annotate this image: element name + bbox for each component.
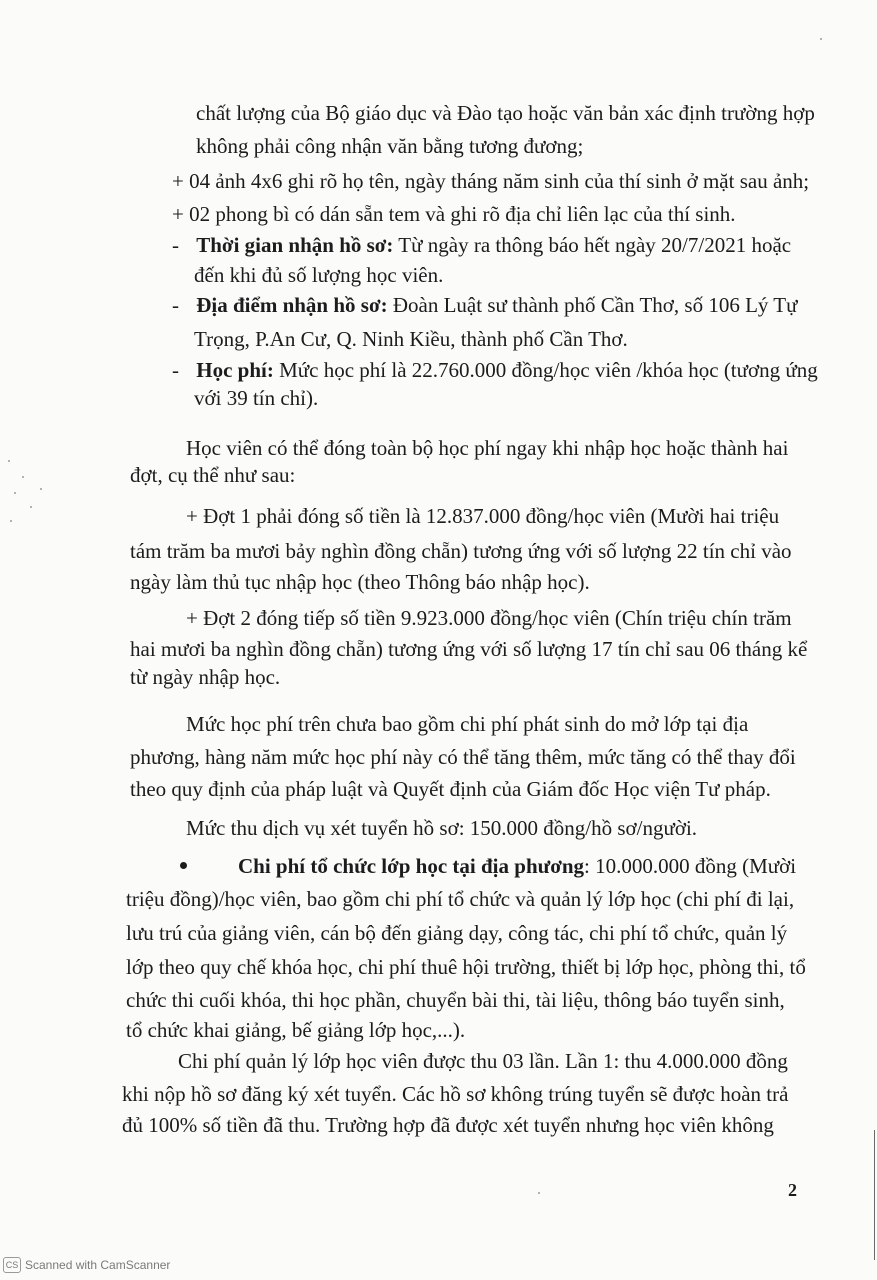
text-line: lưu trú của giảng viên, cán bộ đến giảng dạy, công tác, chi phí tổ chức, quản lý <box>126 921 788 945</box>
text-line: tám trăm ba mươi bảy nghìn đồng chẵn) tương ứng với số lượng 22 tín chỉ vào <box>130 539 792 563</box>
item-text: : 10.000.000 đồng (Mười <box>584 854 797 878</box>
text-line: đến khi đủ số lượng học viên. <box>194 263 444 287</box>
text-line: ngày làm thủ tục nhập học (theo Thông báo nhập học). <box>130 570 590 594</box>
page-number: 2 <box>788 1180 797 1200</box>
item-label: Học phí: <box>196 358 274 382</box>
item-text: Đoàn Luật sư thành phố Cần Thơ, số 106 Lý Tự <box>387 293 798 317</box>
scan-speck <box>30 506 32 508</box>
text-line: đủ 100% số tiền đã thu. Trường hợp đã được xét tuyển nhưng học viên không <box>122 1113 774 1137</box>
text-line: không phải công nhận văn bằng tương đương; <box>196 134 584 158</box>
list-item-receive-location <box>172 292 797 318</box>
text-line: phương, hàng năm mức học phí này có thể tăng thêm, mức tăng có thể thay đổi <box>130 745 796 769</box>
item-label: Thời gian nhận hồ sơ: <box>196 233 394 257</box>
list-item-local-class-cost <box>238 853 796 879</box>
text-line: + 02 phong bì có dán sẵn tem và ghi rõ địa chỉ liên lạc của thí sinh. <box>172 202 736 226</box>
text-line: khi nộp hồ sơ đăng ký xét tuyển. Các hồ sơ không trúng tuyển sẽ được hoàn trả <box>122 1082 789 1106</box>
text-line: Học viên có thể đóng toàn bộ học phí ngay khi nhập học hoặc thành hai <box>186 436 789 460</box>
scan-speck <box>538 1192 540 1194</box>
scan-speck <box>14 492 16 494</box>
scan-edge <box>874 1130 875 1260</box>
text-line: theo quy định của pháp luật và Quyết định của Giám đốc Học viện Tư pháp. <box>130 777 771 801</box>
scan-speck <box>8 460 10 462</box>
camscanner-logo: CS <box>3 1257 21 1273</box>
text-line: với 39 tín chỉ). <box>194 386 319 410</box>
text-line: Chi phí quản lý lớp học viên được thu 03 lần. Lần 1: thu 4.000.000 đồng <box>178 1049 788 1073</box>
text-line: Trọng, P.An Cư, Q. Ninh Kiều, thành phố Cần Thơ. <box>194 327 628 351</box>
list-item-tuition <box>172 357 818 383</box>
scan-speck <box>40 488 42 490</box>
list-item-receive-time <box>172 232 791 258</box>
scan-speck <box>22 476 24 478</box>
item-label: Địa điểm nhận hồ sơ: <box>196 293 388 317</box>
scan-speck <box>820 38 822 40</box>
text-line: lớp theo quy chế khóa học, chi phí thuê hội trường, thiết bị lớp học, phòng thi, tổ <box>126 955 806 979</box>
watermark-text: Scanned with CamScanner <box>25 1258 171 1272</box>
list-dash: - <box>172 358 179 382</box>
scan-speck <box>10 520 12 522</box>
text-line: + 04 ảnh 4x6 ghi rõ họ tên, ngày tháng năm sinh của thí sinh ở mặt sau ảnh; <box>172 169 810 193</box>
text-line: chất lượng của Bộ giáo dục và Đào tạo hoặc văn bản xác định trường hợp <box>196 101 815 125</box>
item-text: Từ ngày ra thông báo hết ngày 20/7/2021 hoặc <box>393 233 792 257</box>
text-line: đợt, cụ thể như sau: <box>130 463 296 487</box>
text-line: triệu đồng)/học viên, bao gồm chi phí tổ chức và quản lý lớp học (chi phí đi lại, <box>126 887 795 911</box>
item-label: Chi phí tổ chức lớp học tại địa phương <box>238 854 585 878</box>
item-text: Mức học phí là 22.760.000 đồng/học viên /khóa học (tương ứng <box>273 358 818 382</box>
bullet-icon <box>180 862 187 869</box>
text-line: hai mươi ba nghìn đồng chẵn) tương ứng với số lượng 17 tín chỉ sau 06 tháng kể <box>130 637 808 661</box>
text-line: Mức học phí trên chưa bao gồm chi phí phát sinh do mở lớp tại địa <box>186 712 749 736</box>
camscanner-watermark <box>3 1256 170 1274</box>
text-line: Mức thu dịch vụ xét tuyển hồ sơ: 150.000 đồng/hồ sơ/người. <box>186 816 698 840</box>
text-line: chức thi cuối khóa, thi học phần, chuyển bài thi, tài liệu, thông báo tuyển sinh, <box>126 988 785 1012</box>
text-line: từ ngày nhập học. <box>130 665 281 689</box>
text-line: tổ chức khai giảng, bế giảng lớp học,...). <box>126 1018 466 1042</box>
text-line: + Đợt 1 phải đóng số tiền là 12.837.000 đồng/học viên (Mười hai triệu <box>186 504 780 528</box>
list-dash: - <box>172 233 179 257</box>
text-line: + Đợt 2 đóng tiếp số tiền 9.923.000 đồng/học viên (Chín triệu chín trăm <box>186 606 792 630</box>
list-dash: - <box>172 293 179 317</box>
